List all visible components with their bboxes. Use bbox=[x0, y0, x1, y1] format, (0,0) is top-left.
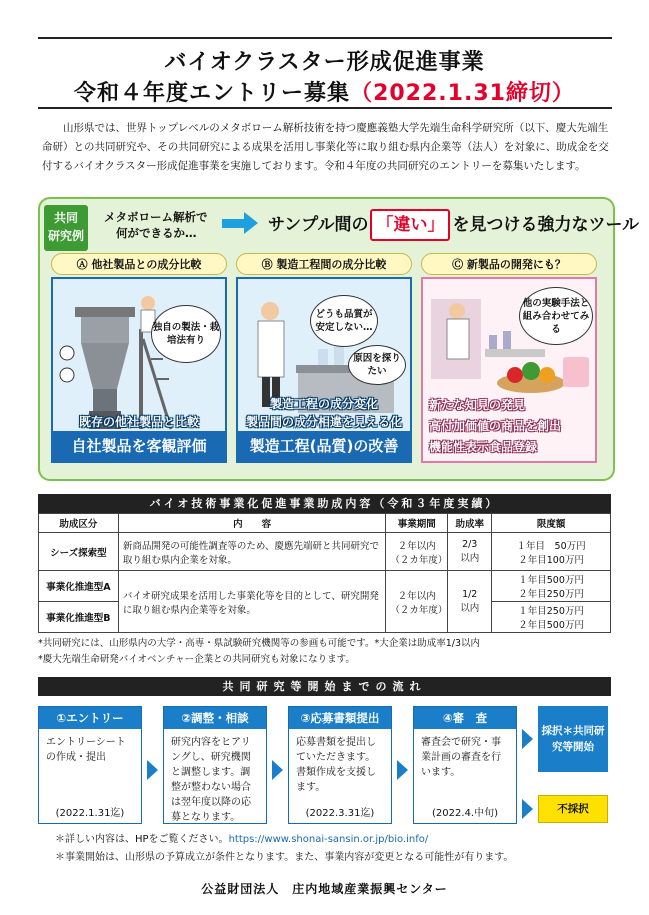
flow-heading: 共同研究等開始までの流れ bbox=[38, 677, 611, 696]
example-headline bbox=[268, 209, 639, 241]
results-heading: バイオ技術事業化促進事業助成内容（令和３年度実績） bbox=[38, 494, 611, 513]
flow-step-apply bbox=[288, 706, 392, 824]
flow-step-entry bbox=[38, 706, 142, 824]
example-question-line1: メタボローム解析で bbox=[104, 210, 208, 224]
row-rate-line1: 2/3 bbox=[462, 539, 478, 550]
col-category: 助成区分 bbox=[39, 514, 119, 533]
panel-a-bubble: 独自の製法・栽培法有り bbox=[151, 305, 221, 363]
note-line1: *共同研究には、山形県内の大学・高専・県試験研究機関等の参画も可能です。*大企業は助成率1/3以内 bbox=[38, 638, 481, 649]
chevron-right-icon bbox=[522, 799, 533, 819]
table-row bbox=[39, 533, 611, 571]
row-content-shared: バイオ研究成果を活用した事業化等を目的として、研究開発に取り組む県内企業等を対象。 bbox=[118, 571, 385, 633]
panel-c-line3: 機能性表示食品登録 bbox=[429, 440, 538, 454]
row-limit-line2: ２年目250万円 bbox=[518, 589, 584, 600]
row-limit-line1: １年目500万円 bbox=[518, 575, 584, 586]
step-title: ③応募書類提出 bbox=[289, 707, 391, 729]
chevron-right-icon bbox=[397, 760, 408, 780]
row-period bbox=[386, 533, 448, 571]
panel-a bbox=[51, 253, 227, 463]
flow-step-adjust bbox=[163, 706, 267, 824]
arrow-right-icon bbox=[222, 219, 244, 228]
panel-c-image bbox=[421, 277, 597, 463]
panel-a-caption: 既存の他社製品と比較 bbox=[78, 415, 199, 429]
title-line2 bbox=[0, 76, 649, 107]
panel-c-lines bbox=[429, 395, 595, 458]
example-tag-line2: 研究例 bbox=[47, 229, 84, 243]
row-limit-line2: ２年目500万円 bbox=[518, 620, 584, 631]
panel-a-title: Ⓐ 他社製品との成分比較 bbox=[51, 253, 227, 275]
more-info-text: ＊詳しい内容は、HPをご覧ください。 bbox=[55, 834, 229, 845]
panel-b-bubble1: どうも品質が安定しない… bbox=[310, 295, 378, 347]
panel-a-band: 自社製品を客観評価 bbox=[53, 431, 225, 461]
row-rate-shared-line2: 以内 bbox=[460, 603, 480, 614]
note-line2: *慶大先端生命研発バイオベンチャー企業との共同研究も対象になります。 bbox=[38, 654, 355, 665]
title-rule bbox=[38, 107, 612, 109]
title-deadline: （2022.1.31締切） bbox=[350, 81, 575, 106]
table-row bbox=[39, 571, 611, 602]
panel-c-line2: 高付加価値の商品を創出 bbox=[429, 419, 562, 433]
row-period-line2: （２カ年度） bbox=[390, 554, 448, 566]
headline-emph: 「違い」 bbox=[370, 209, 450, 241]
col-limit: 限度額 bbox=[492, 514, 611, 533]
panel-b-bubble2: 原因を探りたい bbox=[348, 345, 406, 385]
panel-b-band: 製造工程(品質)の改善 bbox=[238, 431, 410, 461]
row-period-shared-line2: （２カ年度） bbox=[390, 604, 448, 616]
panel-b-title: Ⓑ 製造工程間の成分比較 bbox=[236, 253, 412, 275]
more-info bbox=[55, 830, 428, 845]
col-period: 事業期間 bbox=[386, 514, 448, 533]
result-rejected: 不採択 bbox=[538, 795, 608, 823]
budget-note: ＊事業開始は、山形県の予算成立が条件となります。また、事業内容が変更となる可能性が有ります。 bbox=[55, 852, 514, 863]
row-limit-line1: １年目 50万円 bbox=[516, 540, 586, 552]
results-table bbox=[38, 513, 611, 633]
panel-a-image bbox=[51, 277, 227, 463]
intro-paragraph: 山形県では、世界トップレベルのメタボローム解析技術を持つ慶應義塾大学先端生命科学研究所（以下、慶大先端生命研）との共同研究や、その共同研究による成果を活用し事業化等に取り組む県内企業等（法人）を対象に、助成金を交付するバイオクラスター形成促進事業を実施しております。令和４年度の共同研究のエントリーを募集いたします。 bbox=[42, 122, 609, 172]
results-header-row bbox=[39, 514, 611, 533]
chevron-right-icon bbox=[522, 729, 533, 749]
example-tag-line1: 共同 bbox=[53, 211, 78, 225]
row-rate-line2: 以内 bbox=[460, 553, 480, 564]
notes bbox=[38, 636, 618, 668]
title-line1: バイオクラスター形成促進事業 bbox=[164, 50, 485, 75]
panel-c-title: Ⓒ 新製品の開発にも？ bbox=[421, 253, 597, 275]
step-date: (2022.1.31迄) bbox=[55, 808, 125, 819]
panel-b-caption2: 製品間の成分相違を見える化 bbox=[245, 415, 402, 429]
step-date: (2022.3.31迄) bbox=[305, 808, 375, 819]
example-question-line2: 何ができるか… bbox=[116, 226, 197, 240]
row-rate bbox=[448, 533, 492, 571]
title-year: 令和４年度エントリー募集 bbox=[74, 81, 351, 106]
step-body: 審査会で研究・事業計画の審査を行います。 bbox=[421, 737, 501, 778]
col-rate: 助成率 bbox=[448, 514, 492, 533]
panel-c-bubble: 他の実験手法と組み合わせてみる bbox=[519, 287, 593, 345]
row-category: 事業化推進型B bbox=[39, 602, 119, 633]
panel-b-image bbox=[236, 277, 412, 463]
step-date: (2022.4.中旬) bbox=[432, 808, 498, 819]
col-content: 内 容 bbox=[118, 514, 385, 533]
row-period-shared-line1: ２年以内 bbox=[397, 590, 436, 602]
step-title: ②調整・相談 bbox=[164, 707, 266, 729]
row-category: 事業化推進型A bbox=[39, 571, 119, 602]
panel-c-line1: 新たな知見の発見 bbox=[429, 398, 526, 412]
flow-step-review bbox=[413, 706, 517, 824]
step-body: 応募書類を提出していただきます。書類作成を支援します。 bbox=[296, 737, 376, 793]
row-limit bbox=[492, 571, 611, 602]
row-limit-line2: ２年目100万円 bbox=[518, 554, 584, 566]
website-link[interactable]: https://www.shonai-sansin.or.jp/bio.info/ bbox=[228, 834, 429, 845]
row-category: シーズ探索型 bbox=[39, 533, 119, 571]
panel-b-caption1: 製造工程の成分変化 bbox=[269, 397, 378, 411]
row-period-shared bbox=[386, 571, 448, 633]
step-body: 研究内容をヒアリングし、研究機関と調整します。調整が整わない場合は翌年度以降の応募となります。 bbox=[171, 737, 251, 823]
result-adopted: 採択＊共同研究等開始 bbox=[538, 706, 608, 772]
chevron-right-icon bbox=[272, 760, 283, 780]
panel-b bbox=[236, 253, 412, 463]
arrow-head-icon bbox=[244, 212, 258, 234]
row-period-line1: ２年以内 bbox=[397, 540, 436, 552]
step-title: ④審 査 bbox=[414, 707, 516, 729]
row-limit bbox=[492, 533, 611, 571]
organization-name: 公益財団法人 庄内地域産業振興センター bbox=[201, 882, 448, 896]
row-rate-shared bbox=[448, 571, 492, 633]
row-limit-line1: １年目250万円 bbox=[518, 606, 584, 617]
row-limit bbox=[492, 602, 611, 633]
example-tag bbox=[44, 205, 88, 251]
panel-c bbox=[421, 253, 597, 463]
example-question bbox=[104, 209, 208, 241]
row-rate-shared-line1: 1/2 bbox=[462, 589, 478, 600]
step-title: ①エントリー bbox=[39, 707, 141, 729]
headline-pre: サンプル間の bbox=[268, 215, 369, 235]
top-rule bbox=[38, 37, 612, 39]
chevron-right-icon bbox=[147, 760, 158, 780]
row-content: 新商品開発の可能性調査等のため、慶應先端研と共同研究で取り組む県内企業を対象。 bbox=[118, 533, 385, 571]
headline-post: を見つける強力なツール bbox=[452, 215, 640, 235]
step-body: エントリーシートの作成・提出 bbox=[46, 737, 126, 763]
